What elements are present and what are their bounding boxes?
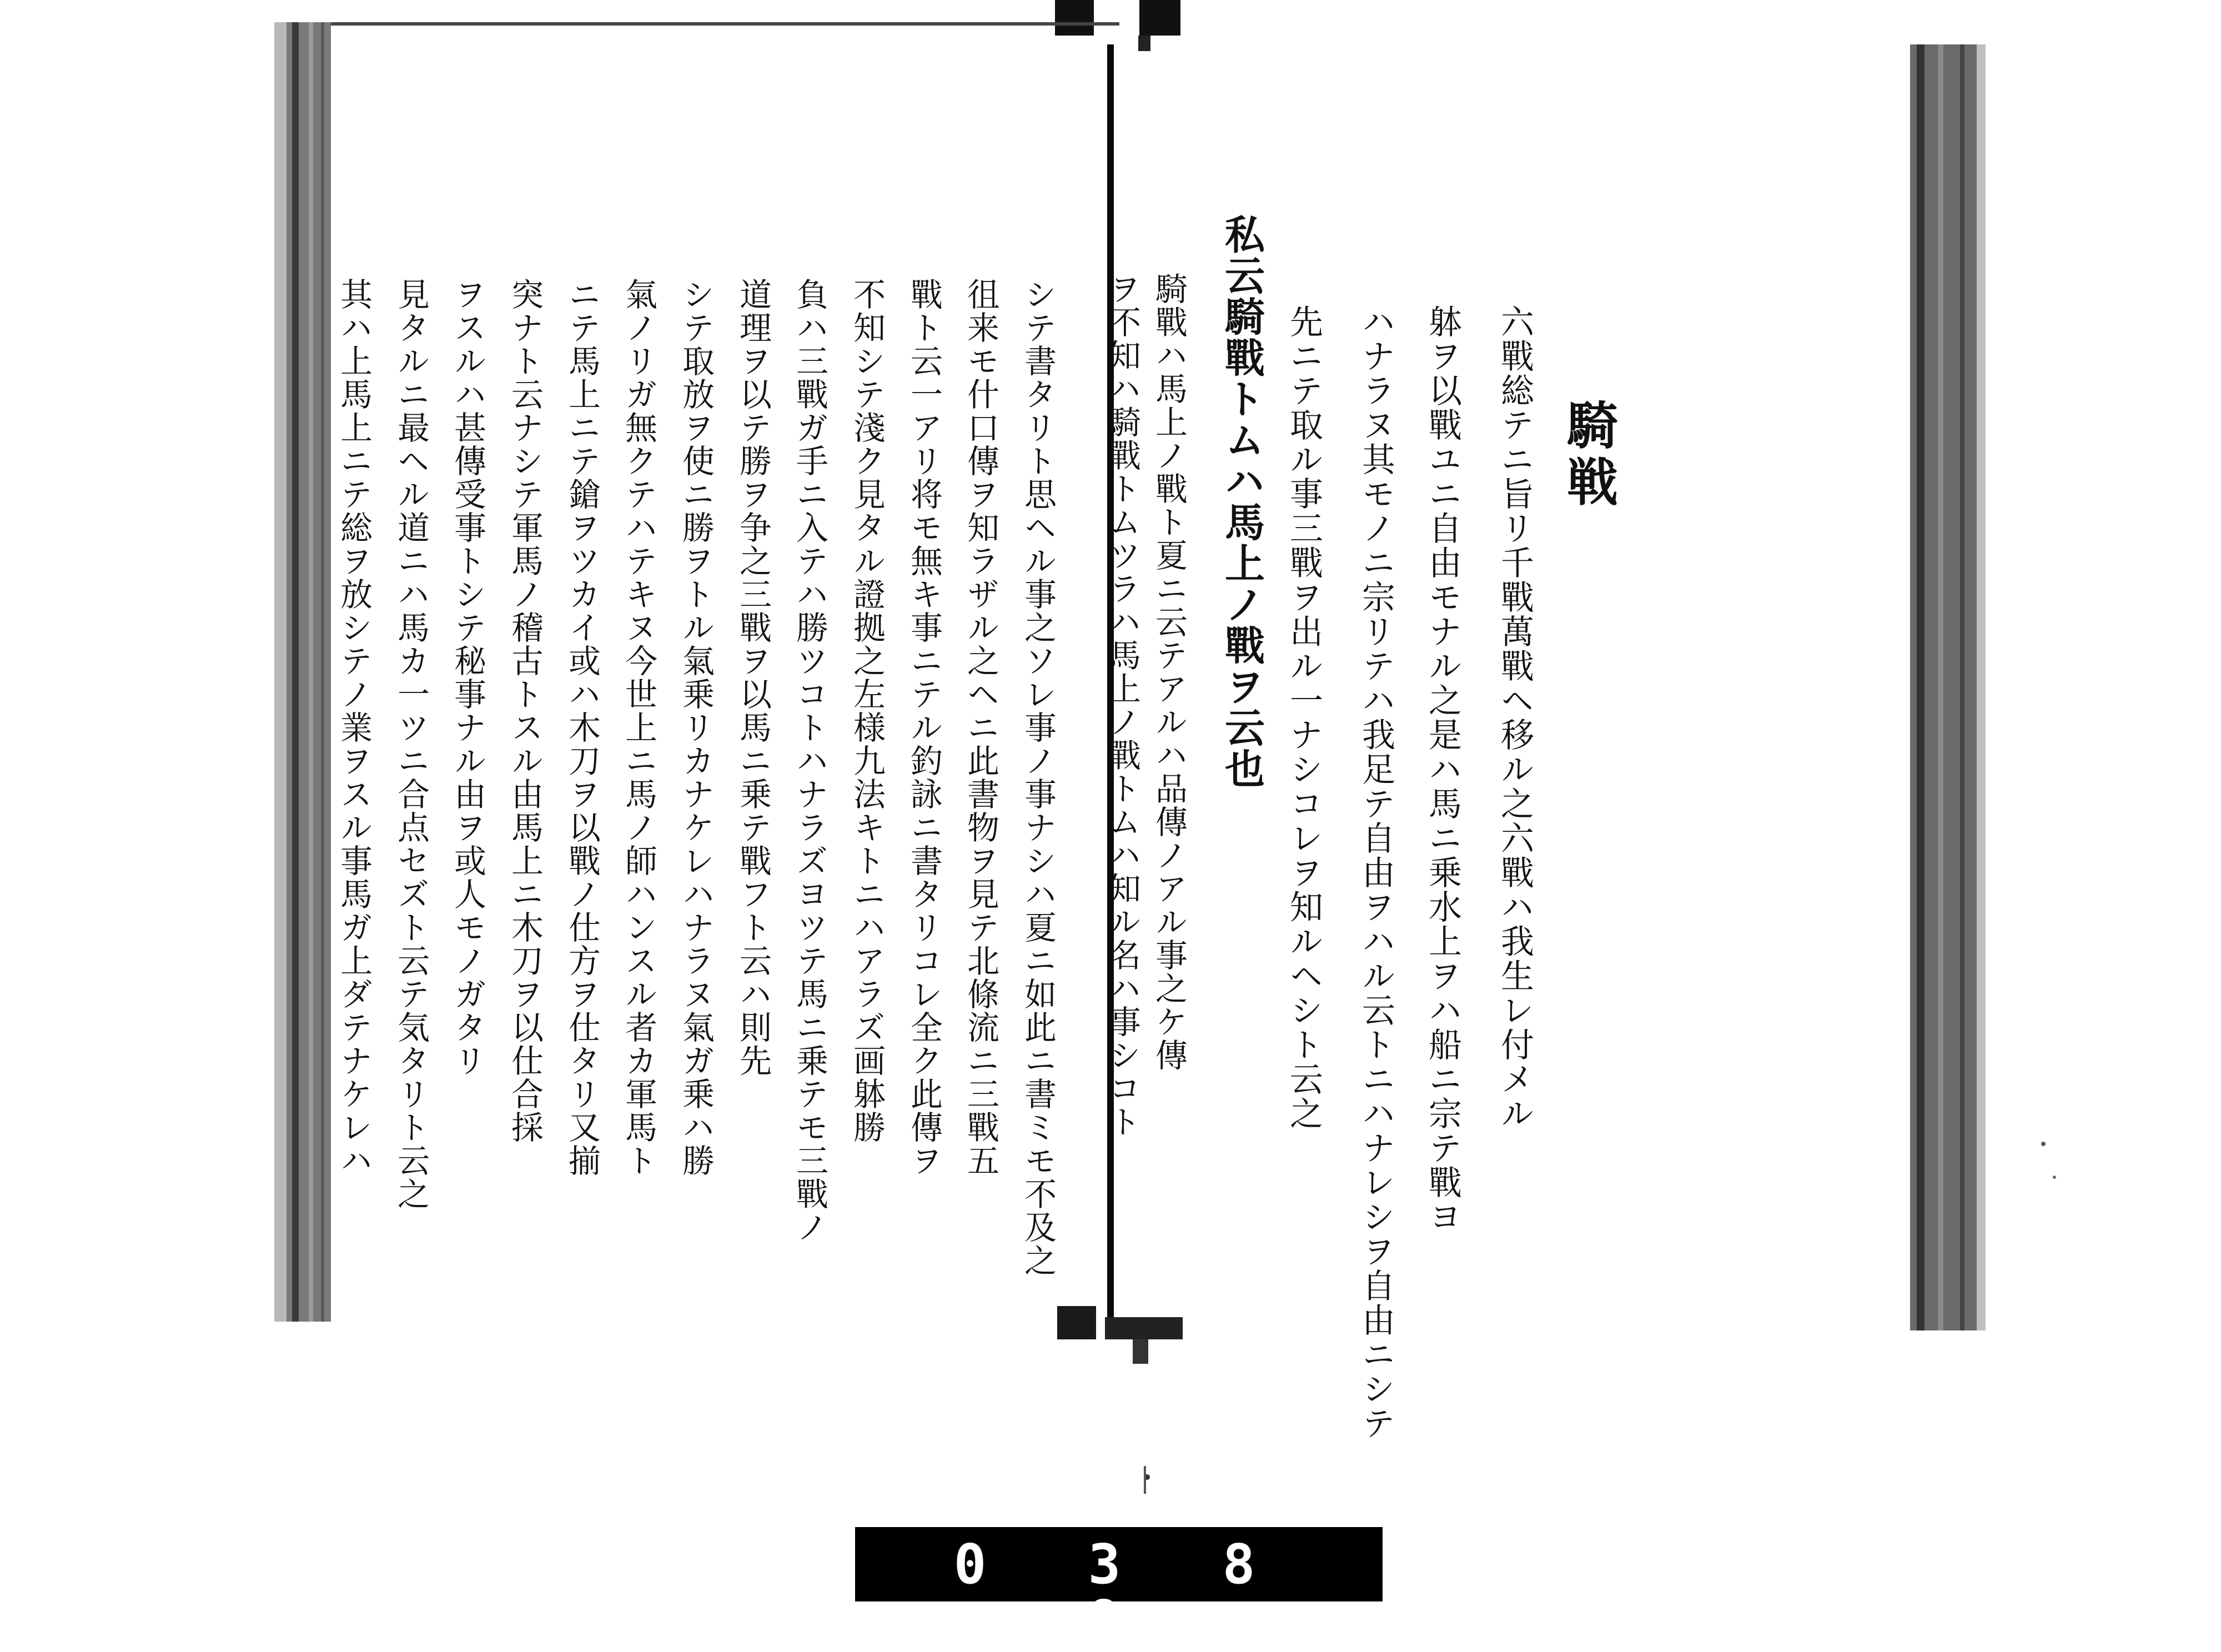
left-page-line: 不知シテ淺ク見タル證拠之左様九法キトニハアラズ画躰勝 [848,278,886,1144]
left-page-line: ニテ馬上ニテ鎗ヲツカイ或ハ木刀ヲ以戰ノ仕方ヲ仕タリ又揃 [563,278,601,1177]
left-page-line: 突ナト云ナシテ軍馬ノ稽古トスル由馬上ニ木刀ヲ以仕合採 [506,278,544,1144]
left-page-line: 其ハ上馬上ニテ総ヲ放シテノ業ヲスル事馬ガ上ダテナケレハ [335,278,373,1177]
note-line: 騎戰ハ馬上ノ戰ト夏ニ云テアルハ品傳ノアル事之ケ傳 [1150,272,1188,1072]
note-line: ヲ不知ハ騎戰トムツラハ馬上ノ戰トムハ知ル名ハ事シコト [1103,272,1141,1138]
binding-top-mark [1055,0,1094,36]
right-page-line: 躰ヲ以戰ユニ自由モナル之是ハ馬ニ乗水上ヲハ船ニ宗テ戰ヨ [1423,304,1462,1234]
left-page-line: 徂来モ什口傳ヲ知ラザル之ヘニ此書物ヲ見テ北條流ニ三戰五 [962,278,999,1177]
left-page-line: シテ取放ヲ使ニ勝ヲトル氣乗リカナケレハナラヌ氣ガ乗ハ勝 [677,278,715,1177]
left-page-line: 戰ト云一アリ将モ無キ事ニテル釣詠ニ書タリコレ全ク此傳ヲ [905,278,943,1177]
archive-number: 0 3 8 9 [953,1533,1290,1652]
section-heading: 騎戦 [1559,399,1619,512]
right-page-line: 六戰総テニ旨リ千戰萬戰ヘ移ル之六戰ハ我生レ付メル [1495,304,1534,1131]
right-page-line: 先ニテ取ル事三戰ヲ出ル一ナシコレヲ知ルヘシト云之 [1284,304,1323,1131]
left-page-line: 氣ノリガ無クテハテキヌ今世上ニ馬ノ師ハンスル者カ軍馬ト [620,278,657,1177]
left-page-line: ヲスルハ甚傳受事トシテ秘事ナル由ヲ或人モノガタリ [449,278,486,1077]
right-page-line: ハナラヌ其モノニ宗リテハ我足テ自由ヲハル云トニハナレシヲ自由ニシテ [1356,304,1395,1440]
left-page-line: 負ハ三戰ガ手ニ入テハ勝ツコトハナラズヨツテ馬ニ乗テモ三戰ノ [791,278,828,1244]
left-page-line: 見タルニ最ヘル道ニハ馬カ一ツニ合点セズト云テ気タリト云之 [392,278,430,1211]
left-page-line: シテ書タリト思ヘル事之ソレ事ノ事ナシハ夏ニ如此ニ書ミモ不及之 [1019,278,1057,1277]
left-page-line: 道理ヲ以テ勝ヲ争之三戰ヲ以馬ニ乗テ戰フト云ハ則先 [734,278,772,1077]
binding-bottom-mark [1057,1306,1096,1339]
subheading: 私云騎戰トムハ馬上ノ戰ヲ云也 [1218,214,1265,789]
